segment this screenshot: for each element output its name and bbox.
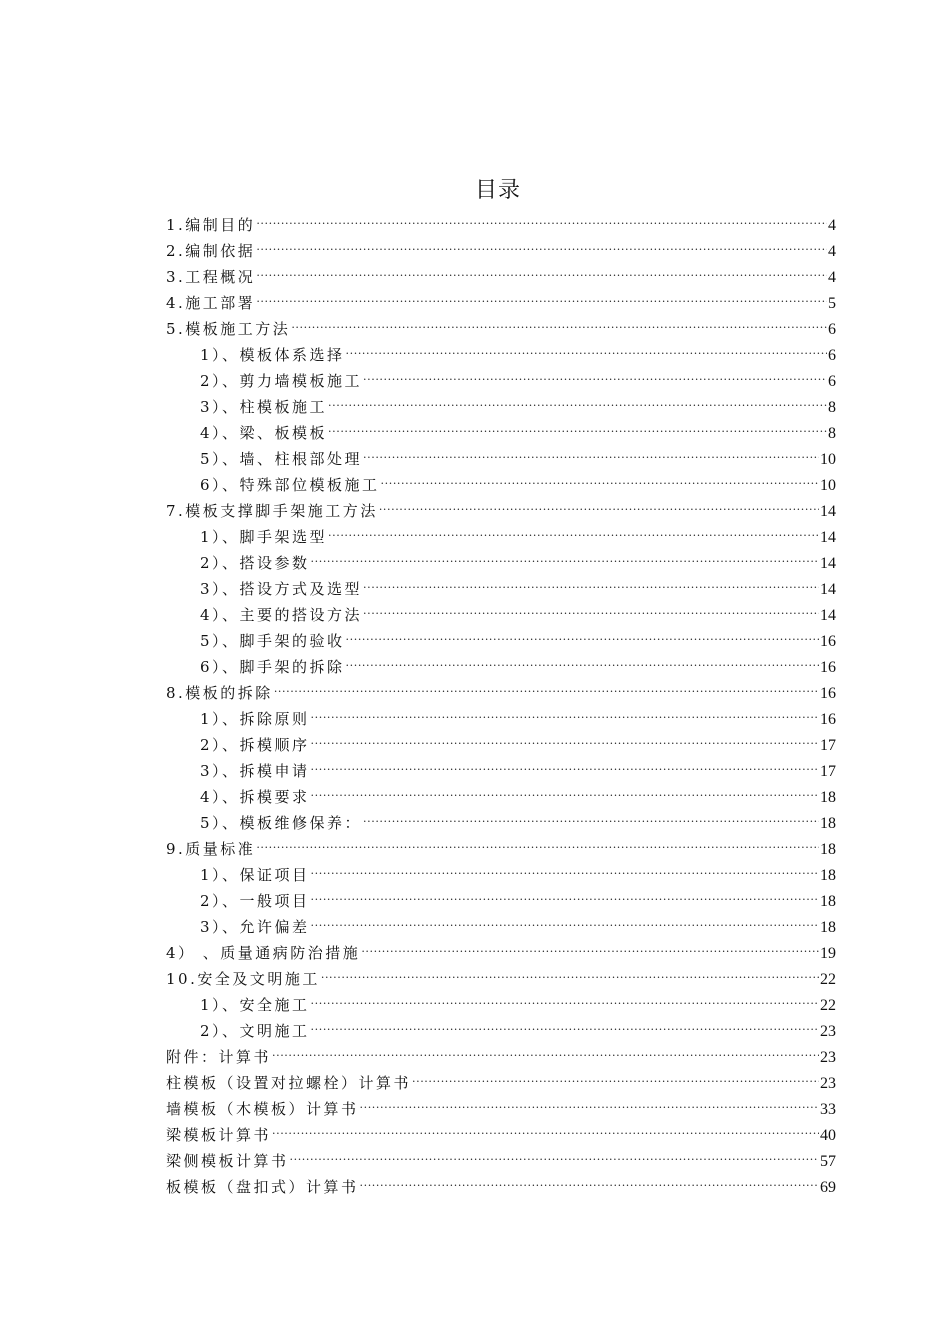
toc-entry-page-number: 4: [828, 269, 836, 286]
toc-entry-page-number: 22: [820, 997, 836, 1014]
toc-leader-dots: [272, 1114, 819, 1140]
toc-title: 目录: [474, 178, 521, 203]
toc-entry-page-number: 19: [820, 945, 836, 962]
toc-entry-page-number: 14: [820, 529, 836, 546]
toc-entry-page-number: 33: [820, 1101, 836, 1118]
toc-entry-text: 3.工程概况: [166, 268, 256, 286]
toc-entry-page-number: 17: [820, 737, 836, 754]
toc-leader-dots: [363, 360, 827, 386]
toc-entry-page-number: 8: [828, 399, 836, 416]
toc-entry[interactable]: [166, 256, 836, 286]
toc-entry-text: 墙模板（木模板）计算书: [166, 1100, 359, 1118]
toc-entry-page-number: 14: [820, 581, 836, 598]
toc-entry-page-number: 14: [820, 555, 836, 572]
toc-entry-text: 2）、文明施工: [200, 1022, 310, 1040]
toc-entry-text: 1）、保证项目: [200, 866, 310, 884]
toc-leader-dots: [328, 516, 819, 542]
toc-entry-text: 3）、允许偏差: [200, 918, 310, 936]
toc-entry-page-number: 10: [820, 451, 836, 468]
toc-leader-dots: [311, 776, 819, 802]
toc-leader-dots: [311, 854, 819, 880]
toc-entry-text: 10.安全及文明施工: [166, 970, 320, 988]
toc-entry-text: 1）、脚手架选型: [200, 528, 328, 546]
toc-entry-page-number: 4: [828, 217, 836, 234]
toc-entry-page-number: 18: [820, 815, 836, 832]
toc-entry-page-number: 16: [820, 659, 836, 676]
toc-leader-dots: [412, 1062, 819, 1088]
toc-entry-text: 2）、拆模顺序: [200, 736, 310, 754]
toc-entry-text: 3）、搭设方式及选型: [200, 580, 363, 598]
toc-entry-page-number: 10: [820, 477, 836, 494]
toc-entry[interactable]: [166, 854, 836, 884]
toc-leader-dots: [360, 1166, 819, 1192]
toc-entry-text: 4.施工部署: [166, 294, 256, 312]
table-of-contents: [166, 204, 836, 1196]
toc-leader-dots: [311, 542, 819, 568]
toc-leader-dots: [346, 620, 819, 646]
toc-entry-text: 3）、拆模申请: [200, 762, 310, 780]
toc-entry-text: 5）、脚手架的验收: [200, 632, 345, 650]
toc-entry-text: 4）、主要的搭设方法: [200, 606, 363, 624]
toc-leader-dots: [363, 594, 819, 620]
toc-entry-text: 5）、模板维修保养：: [200, 814, 363, 832]
toc-leader-dots: [346, 334, 827, 360]
toc-entry-text: 9.质量标准: [166, 840, 256, 858]
toc-leader-dots: [361, 932, 819, 958]
toc-entry-text: 7.模板支撑脚手架施工方法: [166, 502, 378, 520]
toc-entry-page-number: 8: [828, 425, 836, 442]
toc-entry[interactable]: [166, 230, 836, 260]
toc-entry-text: 梁侧模板计算书: [166, 1152, 289, 1170]
toc-entry-page-number: 23: [820, 1075, 836, 1092]
toc-leader-dots: [256, 230, 827, 256]
toc-leader-dots: [363, 568, 819, 594]
toc-entry-text: 5）、墙、柱根部处理: [200, 450, 363, 468]
toc-entry-page-number: 18: [820, 919, 836, 936]
toc-entry-text: 5.模板施工方法: [166, 320, 291, 338]
toc-entry-page-number: 69: [820, 1179, 836, 1196]
toc-leader-dots: [363, 802, 819, 828]
toc-leader-dots: [328, 412, 827, 438]
toc-entry[interactable]: [166, 282, 836, 312]
toc-leader-dots: [256, 204, 827, 230]
toc-leader-dots: [379, 490, 819, 516]
toc-entry-text: 1）、安全施工: [200, 996, 310, 1014]
toc-leader-dots: [311, 750, 819, 776]
toc-entry-page-number: 57: [820, 1153, 836, 1170]
toc-leader-dots: [311, 880, 819, 906]
toc-entry-text: 4） 、质量通病防治措施: [166, 944, 361, 962]
toc-entry-text: 2）、剪力墙模板施工: [200, 372, 363, 390]
toc-entry-page-number: 14: [820, 607, 836, 624]
toc-leader-dots: [256, 828, 819, 854]
toc-entry-page-number: 23: [820, 1023, 836, 1040]
toc-leader-dots: [346, 646, 819, 672]
toc-entry-text: 1）、拆除原则: [200, 710, 310, 728]
toc-entry-page-number: 16: [820, 685, 836, 702]
toc-entry-page-number: 16: [820, 633, 836, 650]
toc-entry-page-number: 40: [820, 1127, 836, 1144]
toc-leader-dots: [256, 256, 827, 282]
toc-entry-text: 4）、梁、板模板: [200, 424, 328, 442]
toc-entry-page-number: 6: [828, 321, 836, 338]
toc-entry-text: 附件：计算书: [166, 1048, 272, 1066]
toc-leader-dots: [381, 464, 819, 490]
toc-leader-dots: [256, 282, 827, 308]
toc-entry-page-number: 5: [828, 295, 836, 312]
toc-entry-page-number: 17: [820, 763, 836, 780]
toc-entry-text: 板模板（盘扣式）计算书: [166, 1178, 359, 1196]
toc-leader-dots: [328, 386, 827, 412]
toc-entry-text: 2.编制依据: [166, 242, 256, 260]
toc-entry-page-number: 18: [820, 867, 836, 884]
toc-entry-page-number: 23: [820, 1049, 836, 1066]
toc-leader-dots: [272, 1036, 819, 1062]
toc-entry-page-number: 4: [828, 243, 836, 260]
toc-entry-page-number: 6: [828, 373, 836, 390]
toc-entry-text: 1.编制目的: [166, 216, 256, 234]
toc-entry-text: 1）、模板体系选择: [200, 346, 345, 364]
toc-entry-page-number: 18: [820, 841, 836, 858]
toc-entry-page-number: 6: [828, 347, 836, 364]
toc-entry-page-number: 18: [820, 893, 836, 910]
toc-leader-dots: [311, 724, 819, 750]
toc-leader-dots: [363, 438, 819, 464]
toc-entry[interactable]: [166, 828, 836, 858]
toc-entry-text: 梁模板计算书: [166, 1126, 272, 1144]
toc-entry-page-number: 22: [820, 971, 836, 988]
toc-entry[interactable]: [166, 308, 836, 338]
toc-leader-dots: [274, 672, 819, 698]
toc-leader-dots: [311, 906, 819, 932]
toc-entry-page-number: 14: [820, 503, 836, 520]
toc-leader-dots: [311, 1010, 819, 1036]
toc-leader-dots: [291, 308, 827, 334]
toc-entry-text: 2）、搭设参数: [200, 554, 310, 572]
toc-leader-dots: [321, 958, 819, 984]
toc-entry-text: 6）、特殊部位模板施工: [200, 476, 380, 494]
toc-entry-text: 3）、柱模板施工: [200, 398, 328, 416]
toc-entry-text: 4）、拆模要求: [200, 788, 310, 806]
toc-leader-dots: [290, 1140, 819, 1166]
toc-entry-text: 6）、脚手架的拆除: [200, 658, 345, 676]
toc-entry[interactable]: [166, 204, 836, 234]
toc-entry-page-number: 16: [820, 711, 836, 728]
toc-entry-text: 柱模板（设置对拉螺栓）计算书: [166, 1074, 412, 1092]
toc-leader-dots: [311, 698, 819, 724]
toc-entry-text: 2）、一般项目: [200, 892, 310, 910]
toc-leader-dots: [360, 1088, 819, 1114]
toc-entry-page-number: 18: [820, 789, 836, 806]
toc-leader-dots: [311, 984, 819, 1010]
toc-entry-text: 8.模板的拆除: [166, 684, 273, 702]
